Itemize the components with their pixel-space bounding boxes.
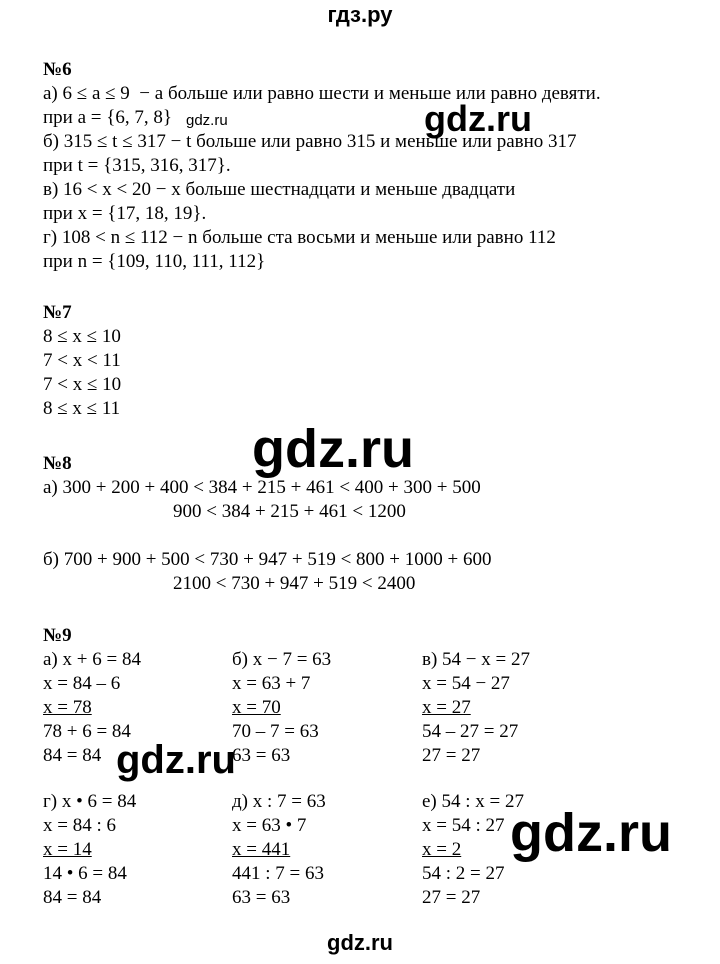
exercise-7-line: 8 ≤ x ≤ 11 — [43, 398, 121, 419]
site-header: гдз.ру — [327, 2, 393, 27]
equation-line: г) x • 6 = 84 — [43, 791, 137, 812]
check-line: 63 = 63 — [232, 887, 291, 908]
check-line: 14 • 6 = 84 — [43, 863, 127, 884]
exercise-9-e — [422, 790, 524, 910]
answer-line: x = 27 — [422, 697, 471, 718]
answer-line: x = 78 — [43, 697, 92, 718]
equation-line: а) x + 6 = 84 — [43, 649, 141, 670]
spacer — [43, 524, 491, 548]
equation-line: x = 54 : 27 — [422, 815, 505, 836]
check-line: 70 – 7 = 63 — [232, 721, 319, 742]
equation-line: x = 84 : 6 — [43, 815, 116, 836]
exercise-7 — [43, 301, 121, 421]
exercise-7-line: 7 < x < 11 — [43, 350, 121, 371]
watermark-small: gdz.ru — [186, 112, 228, 129]
equation-line: д) x : 7 = 63 — [232, 791, 326, 812]
exercise-9-g — [43, 790, 136, 910]
exercise-6-line: при a = {6, 7, 8} — [43, 107, 172, 128]
exercise-6-line: при x = {17, 18, 19}. — [43, 203, 207, 224]
exercise-8-title: №8 — [43, 453, 72, 474]
exercise-9-v — [422, 648, 530, 768]
equation-line: в) 54 − x = 27 — [422, 649, 530, 670]
exercise-6-line: при n = {109, 110, 111, 112} — [43, 251, 266, 272]
exercise-8-line: а) 300 + 200 + 400 < 384 + 215 + 461 < 400 + 300 + 500 — [43, 477, 481, 498]
equation-line: б) x − 7 = 63 — [232, 649, 332, 670]
exercise-9-b — [232, 648, 331, 768]
watermark: gdz.ru — [252, 419, 414, 479]
exercise-8-line: б) 700 + 900 + 500 < 730 + 947 + 519 < 800 + 1000 + 600 — [43, 549, 492, 570]
watermark: gdz.ru — [116, 738, 236, 782]
check-line: 63 = 63 — [232, 745, 291, 766]
answer-line: x = 70 — [232, 697, 281, 718]
answer-line: x = 2 — [422, 839, 462, 860]
exercise-6-line: в) 16 < x < 20 − x больше шестнадцати и меньше двадцати — [43, 179, 516, 200]
exercise-6-line: при t = {315, 316, 317}. — [43, 155, 231, 176]
exercise-9-title: №9 — [43, 625, 72, 646]
equation-line: x = 63 + 7 — [232, 673, 311, 694]
equation-line: x = 84 – 6 — [43, 673, 121, 694]
site-footer: gdz.ru — [327, 930, 393, 955]
check-line: 54 : 2 = 27 — [422, 863, 505, 884]
exercise-6-line: г) 108 < n ≤ 112 − n больше ста восьми и меньше или равно 112 — [43, 227, 556, 248]
answer-line: x = 14 — [43, 839, 92, 860]
check-line: 54 – 27 = 27 — [422, 721, 519, 742]
watermark: gdz.ru — [424, 98, 532, 139]
equation-line: x = 54 − 27 — [422, 673, 510, 694]
exercise-6-line: а) 6 ≤ a ≤ 9 − a больше или равно шести и меньше или равно девяти. — [43, 83, 601, 104]
answer-line: x = 441 — [232, 839, 291, 860]
exercise-6-line: б) 315 ≤ t ≤ 317 − t больше или равно 315 и меньше или равно 317 — [43, 131, 577, 152]
equation-line: x = 63 • 7 — [232, 815, 307, 836]
check-line: 27 = 27 — [422, 745, 481, 766]
exercise-6 — [43, 58, 601, 274]
exercise-8-line: 2100 < 730 + 947 + 519 < 2400 — [173, 573, 416, 594]
check-line: 27 = 27 — [422, 887, 481, 908]
exercise-6-title: №6 — [43, 59, 72, 80]
check-line: 441 : 7 = 63 — [232, 863, 324, 884]
check-line: 84 = 84 — [43, 745, 102, 766]
check-line: 78 + 6 = 84 — [43, 721, 131, 742]
exercise-7-title: №7 — [43, 302, 72, 323]
exercise-9-d — [232, 790, 326, 910]
check-line: 84 = 84 — [43, 887, 102, 908]
equation-line: е) 54 : x = 27 — [422, 791, 525, 812]
exercise-9-title-block — [43, 624, 72, 648]
exercise-7-line: 8 ≤ x ≤ 10 — [43, 326, 121, 347]
exercise-7-line: 7 < x ≤ 10 — [43, 374, 122, 395]
exercise-8-line: 900 < 384 + 215 + 461 < 1200 — [173, 501, 406, 522]
watermark: gdz.ru — [510, 803, 672, 863]
